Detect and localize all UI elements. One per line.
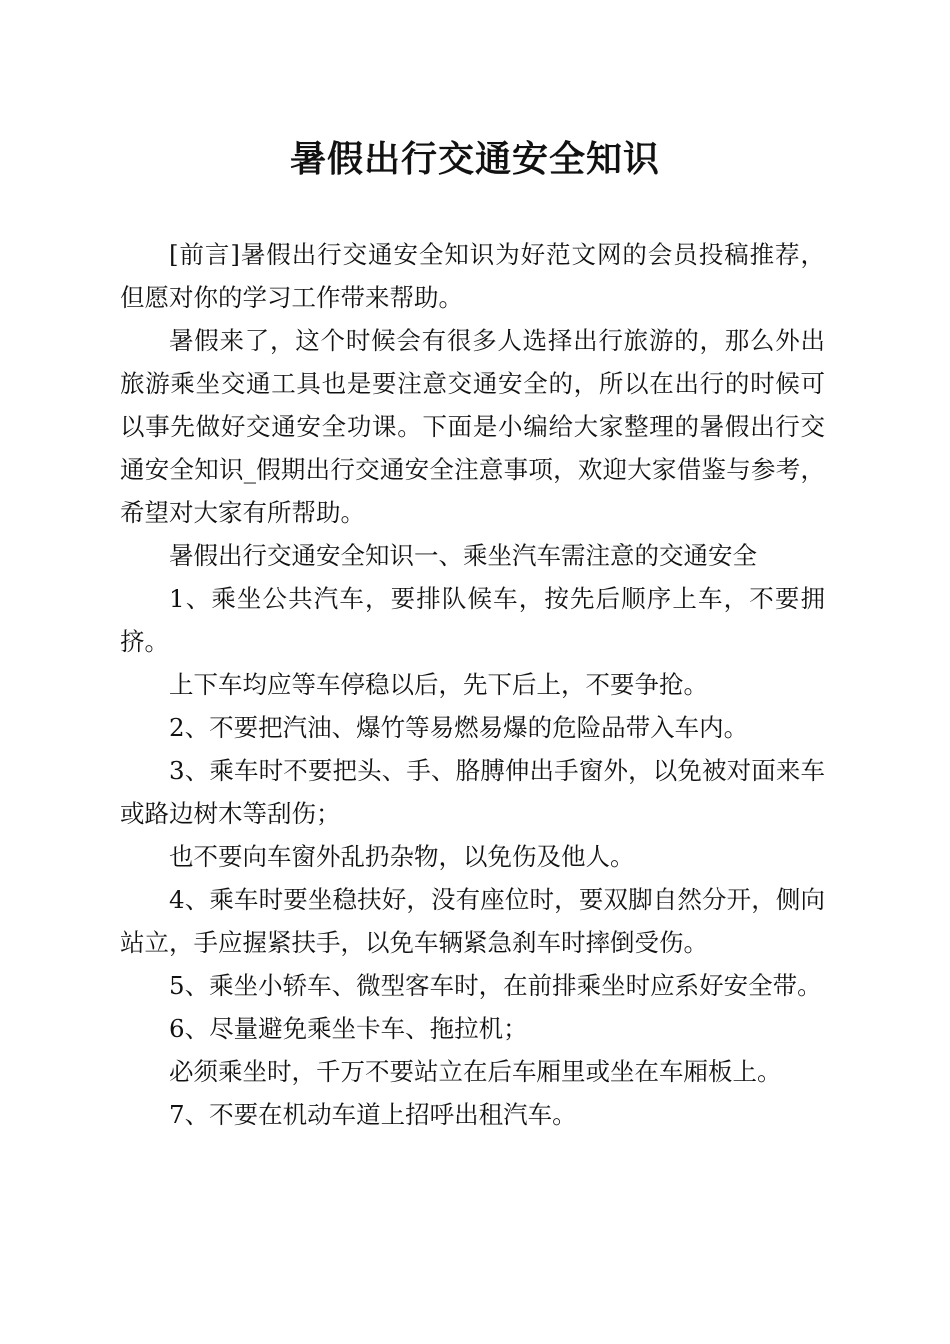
list-item: 6、尽量避免乘坐卡车、拖拉机； [169, 1014, 528, 1043]
list-item: 1、乘坐公共汽车，要排队候车，按先后顺序上车，不要拥挤。 [120, 584, 825, 656]
list-item: 3、乘车时不要把头、手、胳膊伸出手窗外，以免被对面来车或路边树木等刮伤； [120, 756, 825, 828]
paragraph-preface: [前言]暑假出行交通安全知识为好范文网的会员投稿推荐，但愿对你的学习工作带来帮助。 [120, 240, 825, 312]
document-title: 暑假出行交通安全知识 [289, 138, 660, 180]
paragraph: 上下车均应等车停稳以后，先下后上，不要争抢。 [169, 670, 708, 699]
list-item: 2、不要把汽油、爆竹等易燃易爆的危险品带入车内。 [169, 713, 749, 742]
list-item: 7、不要在机动车道上招呼出租汽车。 [169, 1100, 577, 1129]
paragraph: 必须乘坐时，千万不要站立在后车厢里或坐在车厢板上。 [169, 1057, 782, 1086]
list-item: 4、乘车时要坐稳扶好，没有座位时，要双脚自然分开，侧向站立，手应握紧扶手，以免车辆紧急刹车时摔倒受伤。 [120, 885, 825, 957]
section-heading: 暑假出行交通安全知识一、乘坐汽车需注意的交通安全 [169, 541, 757, 570]
paragraph: 也不要向车窗外乱扔杂物，以免伤及他人。 [169, 842, 635, 871]
list-item: 5、乘坐小轿车、微型客车时，在前排乘坐时应系好安全带。 [169, 971, 822, 1000]
document-body [120, 233, 825, 1136]
paragraph-intro: 暑假来了，这个时候会有很多人选择出行旅游的，那么外出旅游乘坐交通工具也是要注意交通安全的，所以在出行的时候可以事先做好交通安全功课。下面是小编给大家整理的暑假出行交通安全知识_假期出行交通安全注意事项，欢迎大家借鉴与参考，希望对大家有所帮助。 [120, 326, 825, 527]
